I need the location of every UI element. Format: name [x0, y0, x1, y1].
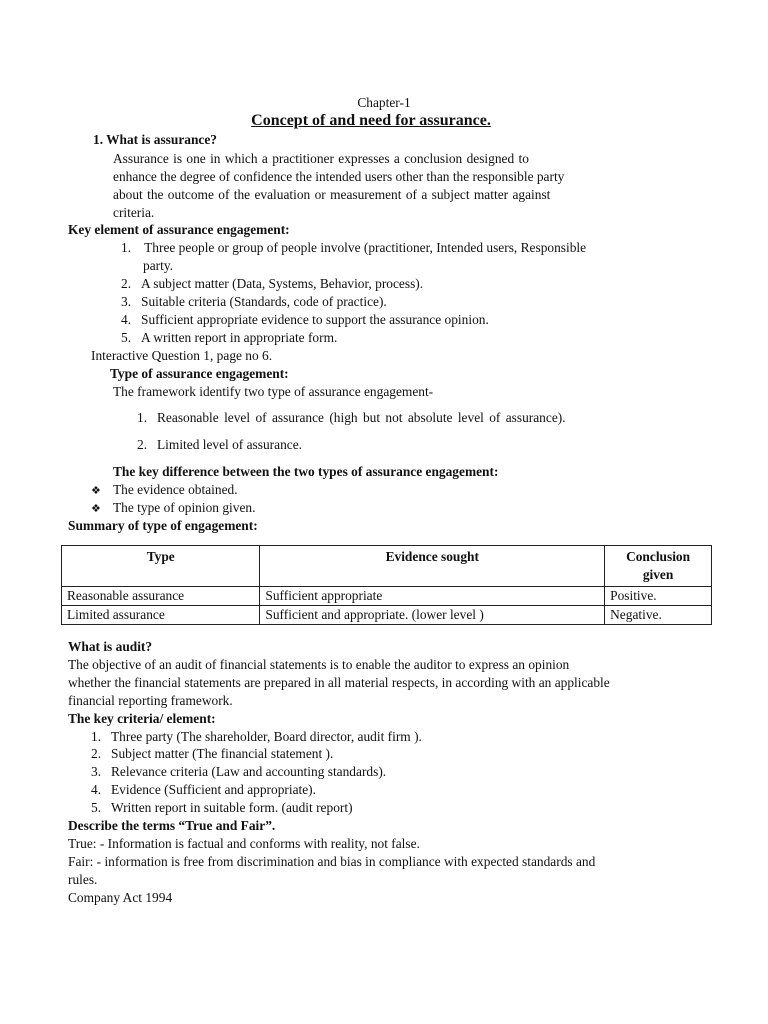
bullet-text: The evidence obtained.: [113, 482, 238, 497]
list-text: Relevance criteria (Law and accounting standards).: [111, 764, 387, 779]
list-text: A written report in appropriate form.: [141, 330, 338, 345]
table-cell: Sufficient appropriate: [260, 587, 605, 606]
list-item: [91, 763, 386, 781]
assurance-line: about the outcome of the evaluation or measurement of a subject matter against: [113, 187, 551, 202]
list-item: [121, 293, 387, 311]
list-text: Sufficient appropriate evidence to support the assurance opinion.: [141, 312, 489, 327]
list-text: Reasonable level of assurance (high but not absolute level of assurance).: [157, 410, 566, 425]
list-item: [137, 409, 566, 427]
list-text: Three people or group of people involve (practitioner, Intended users, Responsible: [141, 240, 587, 255]
list-text: Subject matter (The financial statement ).: [111, 746, 334, 761]
list-item-continuation: party.: [143, 258, 173, 273]
list-number: 5.: [121, 330, 132, 345]
list-item: [121, 275, 423, 293]
list-number: 1.: [91, 729, 102, 744]
list-text: Limited level of assurance.: [157, 437, 303, 452]
table-cell: Sufficient and appropriate. (lower level ): [260, 606, 605, 625]
list-number: 2.: [91, 746, 102, 761]
company-act-note: Company Act 1994: [68, 890, 173, 905]
assurance-line: enhance the degree of confidence the intended users other than the responsible party: [113, 169, 565, 184]
table-cell: Reasonable assurance: [62, 587, 260, 606]
table-cell: Positive.: [605, 587, 712, 606]
list-number: 5.: [91, 800, 102, 815]
bullet-item: [91, 499, 255, 518]
table-row: [62, 587, 712, 606]
assurance-line: criteria.: [113, 205, 155, 220]
interactive-question-note: Interactive Question 1, page no 6.: [91, 348, 273, 363]
audit-heading: What is audit?: [68, 639, 153, 654]
audit-line: financial reporting framework.: [68, 693, 233, 708]
list-number: 3.: [121, 294, 132, 309]
true-definition: True: - Information is factual and conforms with reality, not false.: [68, 836, 420, 851]
audit-line: whether the financial statements are prepared in all material respects, in according with an applicable: [68, 675, 610, 690]
list-number: 2.: [121, 276, 132, 291]
bullet-item: [91, 481, 238, 500]
chapter-label: Chapter-1: [357, 95, 411, 110]
assurance-heading: 1. What is assurance?: [93, 132, 218, 147]
list-number: 4.: [91, 782, 102, 797]
table-cell: Negative.: [605, 606, 712, 625]
type-heading: Type of assurance engagement:: [110, 366, 289, 381]
list-item: [137, 436, 302, 454]
list-text: Suitable criteria (Standards, code of practice).: [141, 294, 387, 309]
list-item: [121, 239, 586, 257]
fair-definition-line: Fair: - information is free from discrimination and bias in compliance with expected standards and: [68, 854, 596, 869]
bullet-text: The type of opinion given.: [113, 500, 256, 515]
page-title: Concept of and need for assurance.: [251, 112, 491, 129]
diamond-bullet-icon: ❖: [91, 503, 101, 515]
list-text: Written report in suitable form. (audit report): [111, 800, 353, 815]
type-intro: The framework identify two type of assurance engagement-: [113, 384, 434, 399]
list-number: 1.: [121, 240, 132, 255]
column-header: Evidence sought: [260, 546, 605, 587]
true-fair-heading: Describe the terms “True and Fair”.: [68, 818, 276, 833]
list-text: A subject matter (Data, Systems, Behavior, process).: [141, 276, 424, 291]
key-criteria-heading: The key criteria/ element:: [68, 711, 216, 726]
list-text: Evidence (Sufficient and appropriate).: [111, 782, 316, 797]
list-number: 3.: [91, 764, 102, 779]
list-item: [91, 799, 353, 817]
list-item: [121, 311, 489, 329]
list-item: [91, 781, 316, 799]
list-item: [91, 728, 422, 746]
audit-line: The objective of an audit of financial statements is to enable the auditor to express an opinion: [68, 657, 570, 672]
list-number: 1.: [137, 410, 148, 425]
list-item: [121, 329, 337, 347]
diamond-bullet-icon: ❖: [91, 485, 101, 497]
table-header-row: [62, 546, 712, 587]
fair-definition-line: rules.: [68, 872, 98, 887]
column-header: Conclusion given: [605, 546, 712, 587]
list-number: 2.: [137, 437, 148, 452]
list-number: 4.: [121, 312, 132, 327]
assurance-line: Assurance is one in which a practitioner expresses a conclusion designed to: [113, 151, 529, 166]
list-text: Three party (The shareholder, Board director, audit firm ).: [111, 729, 422, 744]
table-cell: Limited assurance: [62, 606, 260, 625]
column-header: Type: [62, 546, 260, 587]
table-row: [62, 606, 712, 625]
key-difference-heading: The key difference between the two types of assurance engagement:: [113, 464, 499, 479]
summary-heading: Summary of type of engagement:: [68, 518, 258, 533]
list-item: [91, 745, 333, 763]
key-element-heading: Key element of assurance engagement:: [68, 222, 290, 237]
summary-table: [61, 545, 712, 625]
